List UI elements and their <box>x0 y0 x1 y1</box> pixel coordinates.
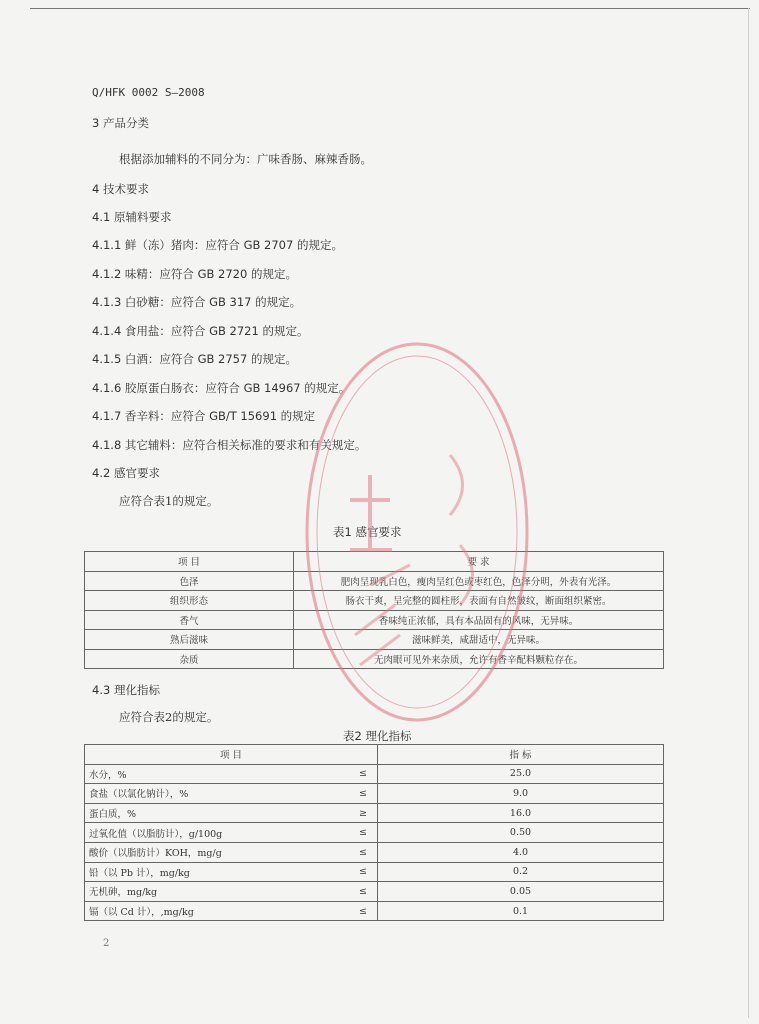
table-row <box>85 649 664 669</box>
clause-4-1-5: 4.1.5 白酒：应符合 GB 2757 的规定。 <box>92 352 297 366</box>
table2-value: 0.50 <box>378 823 664 843</box>
table2-operator: ≥ <box>349 803 378 823</box>
table2-caption: 表2 理化指标 <box>343 729 412 743</box>
section-4-3-body: 应符合表2的规定。 <box>119 710 219 724</box>
table1-item: 组织形态 <box>85 591 294 611</box>
table1-requirement: 香味纯正浓郁，具有本品固有的风味，无异味。 <box>294 610 664 630</box>
clause-4-1-2: 4.1.2 味精：应符合 GB 2720 的规定。 <box>92 267 297 281</box>
table2-item: 过氧化值（以脂肪计），g/100g <box>85 823 350 843</box>
table1-requirement: 无肉眼可见外来杂质，允许有香辛配料颗粒存在。 <box>294 649 664 669</box>
table-row <box>85 610 664 630</box>
table-row <box>85 842 664 862</box>
page-number: 2 <box>103 938 110 949</box>
table-row <box>85 571 664 591</box>
table2-operator: ≤ <box>349 764 378 784</box>
page-edge <box>748 8 749 1018</box>
table-row <box>85 823 664 843</box>
table-row <box>85 803 664 823</box>
table2-operator: ≤ <box>349 862 378 882</box>
table2-item: 无机砷，mg/kg <box>85 882 350 902</box>
section-4-2-body: 应符合表1的规定。 <box>119 494 219 508</box>
header-rule <box>30 8 750 9</box>
table2-item: 食盐（以氯化钠计），% <box>85 784 350 804</box>
table2-header-index: 指 标 <box>378 745 664 765</box>
section-3-body: 根据添加辅料的不同分为：广味香肠、麻辣香肠。 <box>119 152 372 166</box>
table1-item: 熟后滋味 <box>85 630 294 650</box>
table2-item: 镉（以 Cd 计），,mg/kg <box>85 901 350 921</box>
table1-item: 杂质 <box>85 649 294 669</box>
table1-requirement: 滋味鲜美，咸甜适中，无异味。 <box>294 630 664 650</box>
section-4-1-title: 4.1 原辅料要求 <box>92 210 172 224</box>
table2-operator: ≤ <box>349 842 378 862</box>
table2-value: 0.2 <box>378 862 664 882</box>
table2-value: 0.1 <box>378 901 664 921</box>
clause-4-1-4: 4.1.4 食用盐：应符合 GB 2721 的规定。 <box>92 324 309 338</box>
table2-value: 16.0 <box>378 803 664 823</box>
table2-operator: ≤ <box>349 882 378 902</box>
table-header-row <box>85 552 664 572</box>
table2-item: 水分，% <box>85 764 350 784</box>
doc-code: Q/HFK 0002 S—2008 <box>92 86 205 99</box>
table1-caption: 表1 感官要求 <box>333 525 402 539</box>
clause-4-1-6: 4.1.6 胶原蛋白肠衣：应符合 GB 14967 的规定。 <box>92 381 351 395</box>
section-3-title: 3 产品分类 <box>92 116 149 130</box>
table2-header-item: 项 目 <box>85 745 378 765</box>
table2-value: 4.0 <box>378 842 664 862</box>
table-row <box>85 901 664 921</box>
table-row <box>85 882 664 902</box>
clause-4-1-1: 4.1.1 鲜（冻）猪肉：应符合 GB 2707 的规定。 <box>92 238 343 252</box>
table2-item: 酸价（以脂肪计）KOH，mg/g <box>85 842 350 862</box>
table2-operator: ≤ <box>349 901 378 921</box>
table2-item: 铅（以 Pb 计），mg/kg <box>85 862 350 882</box>
table-row <box>85 862 664 882</box>
table2-item: 蛋白质，% <box>85 803 350 823</box>
table1-item: 色泽 <box>85 571 294 591</box>
table1-header-requirement: 要 求 <box>294 552 664 572</box>
table2-value: 9.0 <box>378 784 664 804</box>
table2-operator: ≤ <box>349 823 378 843</box>
table-row <box>85 630 664 650</box>
table-row <box>85 784 664 804</box>
table2-operator: ≤ <box>349 784 378 804</box>
clause-4-1-8: 4.1.8 其它辅料：应符合相关标准的要求和有关规定。 <box>92 438 367 452</box>
table-row <box>85 591 664 611</box>
section-4-title: 4 技术要求 <box>92 182 149 196</box>
clause-4-1-3: 4.1.3 白砂糖：应符合 GB 317 的规定。 <box>92 295 302 309</box>
table1-requirement: 肠衣干爽，呈完整的圆柱形，表面有自然皱纹，断面组织紧密。 <box>294 591 664 611</box>
table2-value: 0.05 <box>378 882 664 902</box>
table1-item: 香气 <box>85 610 294 630</box>
table-header-row <box>85 745 664 765</box>
physicochemical-table <box>84 744 664 921</box>
section-4-2-title: 4.2 感官要求 <box>92 466 160 480</box>
table1-requirement: 肥肉呈现乳白色，瘦肉呈红色或枣红色，色泽分明，外表有光泽。 <box>294 571 664 591</box>
section-4-3-title: 4.3 理化指标 <box>92 683 160 697</box>
clause-4-1-7: 4.1.7 香辛料：应符合 GB/T 15691 的规定 <box>92 409 316 423</box>
table-row <box>85 764 664 784</box>
sensory-table <box>84 551 664 669</box>
table2-value: 25.0 <box>378 764 664 784</box>
table1-header-item: 项 目 <box>85 552 294 572</box>
